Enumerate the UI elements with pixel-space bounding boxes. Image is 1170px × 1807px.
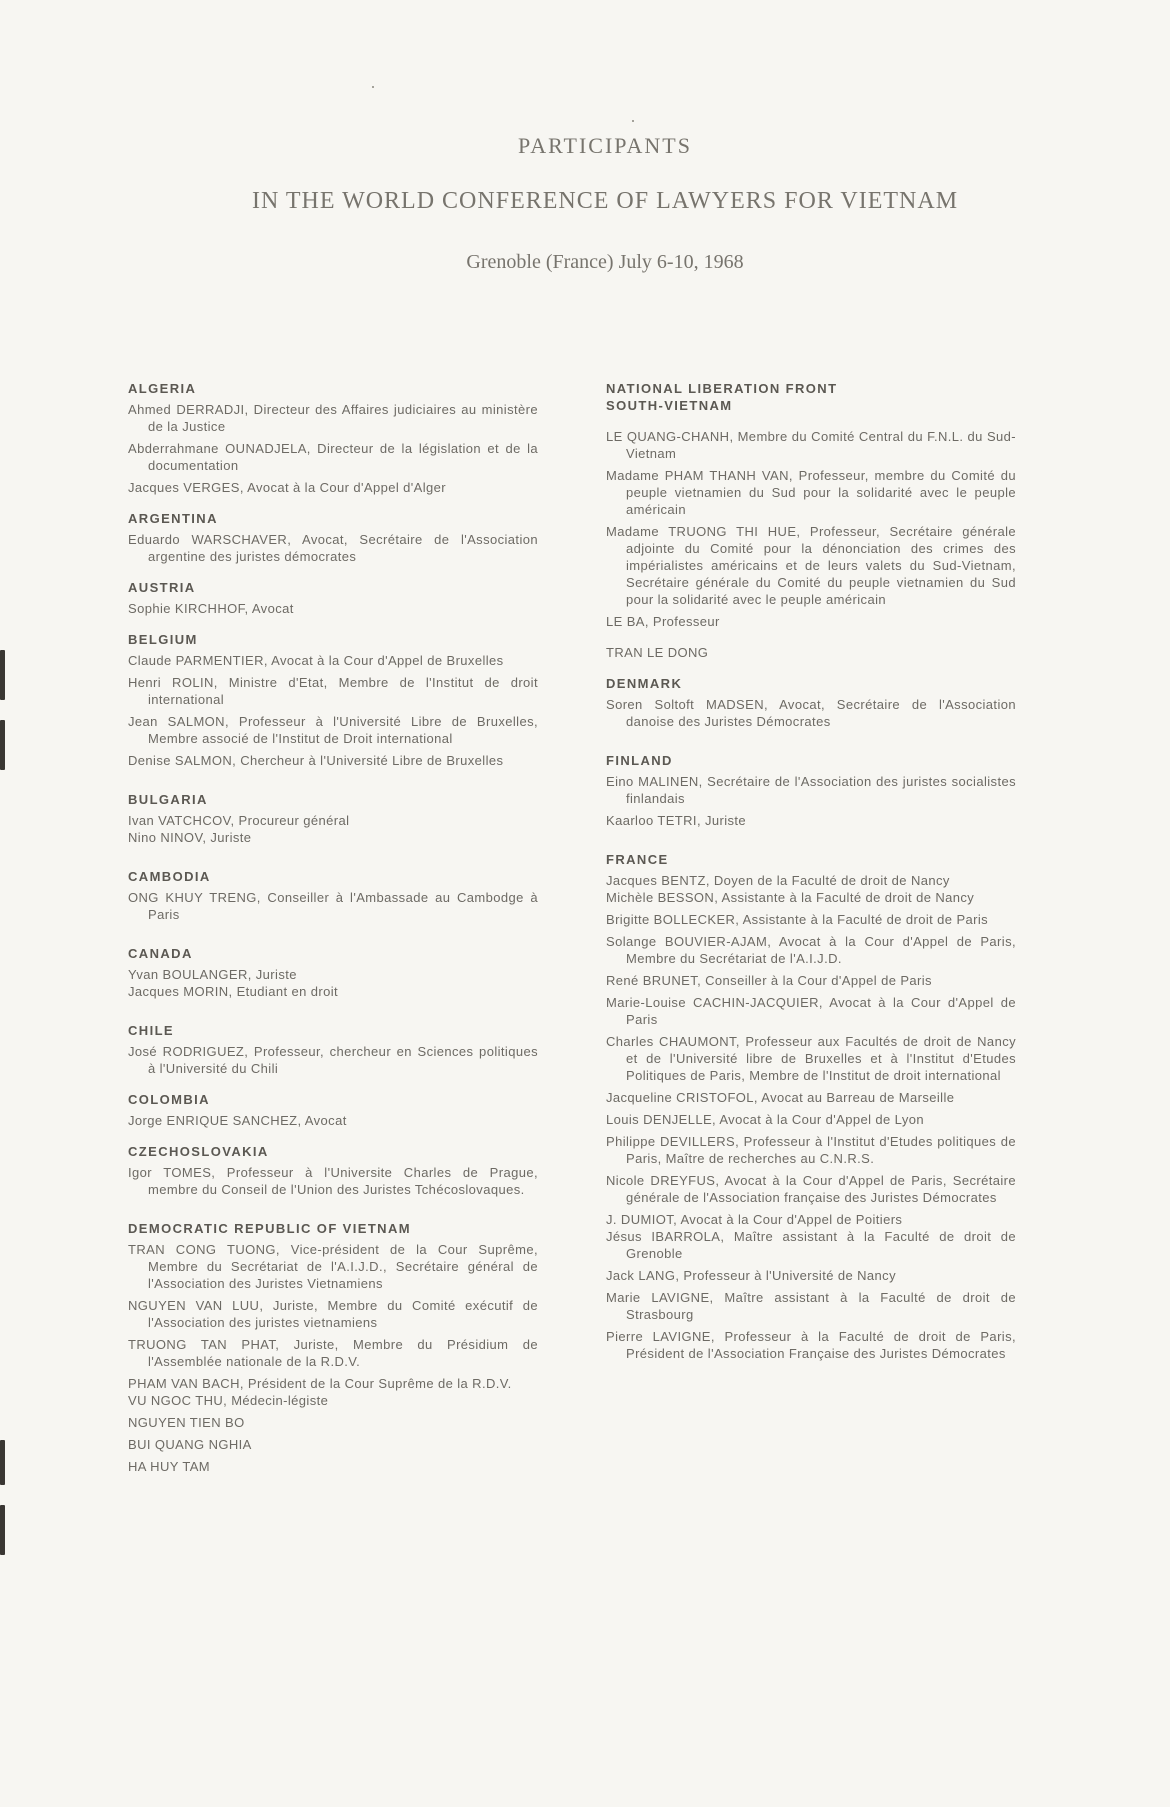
country-section	[606, 752, 1016, 829]
country-section	[128, 1143, 538, 1198]
page-title: PARTICIPANTS	[518, 133, 692, 158]
participant-entry: Jacques VERGES, Avocat à la Cour d'Appel d'Alger	[128, 480, 447, 495]
participant-entry: Claude PARMENTIER, Avocat à la Cour d'Appel de Bruxelles	[128, 653, 504, 668]
binding-mark	[0, 1440, 5, 1485]
country-heading: COLOMBIA	[128, 1092, 210, 1107]
binding-mark	[0, 720, 5, 770]
participant-entry: Michèle BESSON, Assistante à la Faculté de droit de Nancy	[606, 890, 975, 905]
country-section	[606, 675, 1016, 730]
country-heading: BELGIUM	[128, 632, 198, 647]
participant-entry: Denise SALMON, Chercheur à l'Université Libre de Bruxelles	[128, 753, 504, 768]
participant-entry: Eduardo WARSCHAVER, Avocat, Secrétaire de l'Association argentine des juristes démocrates	[128, 532, 538, 564]
country-section	[128, 380, 538, 496]
country-section	[606, 380, 1016, 661]
participant-entry: Jésus IBARROLA, Maître assistant à la Faculté de droit de Grenoble	[606, 1229, 1016, 1261]
participant-entry: LE BA, Professeur	[606, 614, 720, 629]
participant-entry: Marie-Louise CACHIN-JACQUIER, Avocat à la Cour d'Appel de Paris	[606, 995, 1016, 1027]
participant-entry: Eino MALINEN, Secrétaire de l'Association des juristes socialistes finlandais	[606, 774, 1016, 806]
country-section	[128, 631, 538, 769]
page-subtitle: IN THE WORLD CONFERENCE OF LAWYERS FOR VIETNAM	[251, 188, 959, 214]
participant-entry: Jack LANG, Professeur à l'Université de Nancy	[606, 1268, 896, 1283]
participant-entry: Henri ROLIN, Ministre d'Etat, Membre de l'Institut de droit international	[128, 675, 538, 707]
participant-entry: ONG KHUY TRENG, Conseiller à l'Ambassade au Cambodge à Paris	[128, 890, 538, 922]
participant-entry: Jacques MORIN, Etudiant en droit	[128, 984, 339, 999]
participant-entry: Marie LAVIGNE, Maître assistant à la Faculté de droit de Strasbourg	[606, 1290, 1016, 1322]
country-heading: AUSTRIA	[128, 580, 196, 595]
participant-entry: Madame TRUONG THI HUE, Professeur, Secrétaire générale adjointe du Comité pour la dénonciation des crimes des impérialistes américains et de leurs valets du Sud-Vietnam, Secrétaire générale du Comité du peuple vietnamien du Sud pour la solidarité avec le peuple américain	[606, 524, 1016, 607]
country-heading: CAMBODIA	[128, 869, 211, 884]
country-section	[606, 851, 1016, 1362]
participant-entry: Jacques BENTZ, Doyen de la Faculté de droit de Nancy	[606, 873, 950, 888]
speck	[632, 120, 634, 122]
country-section	[128, 1022, 538, 1077]
participant-entry: NGUYEN VAN LUU, Juriste, Membre du Comité exécutif de l'Association des juristes vietnamiens	[128, 1298, 538, 1330]
participant-entry: TRAN CONG TUONG, Vice-président de la Cour Suprême, Membre du Secrétariat de l'A.I.J.D., Secrétaire général de l'Association des Juristes Vietnamiens	[128, 1242, 538, 1291]
country-heading: CHILE	[128, 1023, 174, 1038]
country-heading: FRANCE	[606, 852, 669, 867]
country-heading: CANADA	[128, 946, 193, 961]
binding-mark	[0, 650, 5, 700]
participant-entry: José RODRIGUEZ, Professeur, chercheur en Sciences politiques à l'Université du Chili	[128, 1044, 538, 1076]
country-section	[128, 791, 538, 846]
participant-entry: Jacqueline CRISTOFOL, Avocat au Barreau de Marseille	[606, 1090, 955, 1105]
participant-entry: LE QUANG-CHANH, Membre du Comité Central du F.N.L. du Sud-Vietnam	[606, 429, 1016, 461]
participant-entry: Charles CHAUMONT, Professeur aux Facultés de droit de Nancy et de l'Université libre de Bruxelles et à l'Institut d'Etudes Politiques de Paris, Membre de l'Institut de droit international	[606, 1034, 1016, 1083]
participant-entry: Philippe DEVILLERS, Professeur à l'Institut d'Etudes politiques de Paris, Maître de recherches au C.N.R.S.	[606, 1134, 1016, 1166]
participant-entry: BUI QUANG NGHIA	[128, 1437, 252, 1452]
participant-entry: HA HUY TAM	[128, 1459, 211, 1474]
participant-entry: Igor TOMES, Professeur à l'Universite Charles de Prague, membre du Conseil de l'Union des Juristes Tchécoslovaques.	[128, 1165, 538, 1197]
participant-entry: TRUONG TAN PHAT, Juriste, Membre du Présidium de l'Assemblée nationale de la R.D.V.	[128, 1337, 538, 1369]
country-section	[128, 1220, 538, 1475]
participant-entry: Solange BOUVIER-AJAM, Avocat à la Cour d'Appel de Paris, Membre du Secrétariat de l'A.I.J.D.	[606, 934, 1016, 966]
participant-entry: Nino NINOV, Juriste	[128, 830, 252, 845]
participant-entry: Pierre LAVIGNE, Professeur à la Faculté de droit de Paris, Président de l'Association Française des Juristes Démocrates	[606, 1329, 1016, 1361]
country-heading: FINLAND	[606, 753, 673, 768]
country-section	[128, 945, 538, 1000]
participant-entry: Yvan BOULANGER, Juriste	[128, 967, 297, 982]
participant-entry: PHAM VAN BACH, Président de la Cour Suprême de la R.D.V.	[128, 1376, 512, 1391]
participant-entry: Brigitte BOLLECKER, Assistante à la Faculté de droit de Paris	[606, 912, 989, 927]
country-heading: BULGARIA	[128, 792, 208, 807]
participant-entry: Abderrahmane OUNADJELA, Directeur de la législation et de la documentation	[128, 441, 538, 473]
country-section	[128, 579, 538, 617]
country-heading: DENMARK	[606, 676, 683, 691]
binding-mark	[0, 1505, 5, 1555]
participant-entry: NGUYEN TIEN BO	[128, 1415, 245, 1430]
country-heading: NATIONAL LIBERATION FRONT SOUTH-VIETNAM	[606, 381, 838, 413]
country-heading: DEMOCRATIC REPUBLIC OF VIETNAM	[128, 1221, 411, 1236]
participant-entry: Madame PHAM THANH VAN, Professeur, membre du Comité du peuple vietnamien du Sud pour la solidarité avec le peuple américain	[606, 468, 1016, 517]
participant-entry: VU NGOC THU, Médecin-légiste	[128, 1393, 329, 1408]
participant-entry: Ivan VATCHCOV, Procureur général	[128, 813, 350, 828]
participant-entry: Nicole DREYFUS, Avocat à la Cour d'Appel de Paris, Secrétaire générale de l'Association française des Juristes Démocrates	[606, 1173, 1016, 1205]
participant-entry: Jean SALMON, Professeur à l'Université Libre de Bruxelles, Membre associé de l'Institut de Droit international	[128, 714, 538, 746]
left-column	[128, 380, 538, 1489]
speck	[372, 86, 374, 88]
country-heading: ARGENTINA	[128, 511, 218, 526]
participant-entry: J. DUMIOT, Avocat à la Cour d'Appel de Poitiers	[606, 1212, 903, 1227]
participant-entry: Kaarloo TETRI, Juriste	[606, 813, 747, 828]
participant-entry: Soren Soltoft MADSEN, Avocat, Secrétaire de l'Association danoise des Juristes Démocrates	[606, 697, 1016, 729]
country-section	[128, 510, 538, 565]
country-heading: ALGERIA	[128, 381, 197, 396]
right-column	[606, 380, 1016, 1376]
participant-entry: Louis DENJELLE, Avocat à la Cour d'Appel de Lyon	[606, 1112, 924, 1127]
participant-entry: René BRUNET, Conseiller à la Cour d'Appel de Paris	[606, 973, 932, 988]
country-heading: CZECHOSLOVAKIA	[128, 1144, 269, 1159]
participant-entry: Sophie KIRCHHOF, Avocat	[128, 601, 294, 616]
place-date: Grenoble (France) July 6-10, 1968	[466, 251, 744, 273]
country-section	[128, 868, 538, 923]
country-section	[128, 1091, 538, 1129]
participant-entry: Jorge ENRIQUE SANCHEZ, Avocat	[128, 1113, 347, 1128]
participant-entry: Ahmed DERRADJI, Directeur des Affaires judiciaires au ministère de la Justice	[128, 402, 538, 434]
participant-entry: TRAN LE DONG	[606, 645, 709, 660]
